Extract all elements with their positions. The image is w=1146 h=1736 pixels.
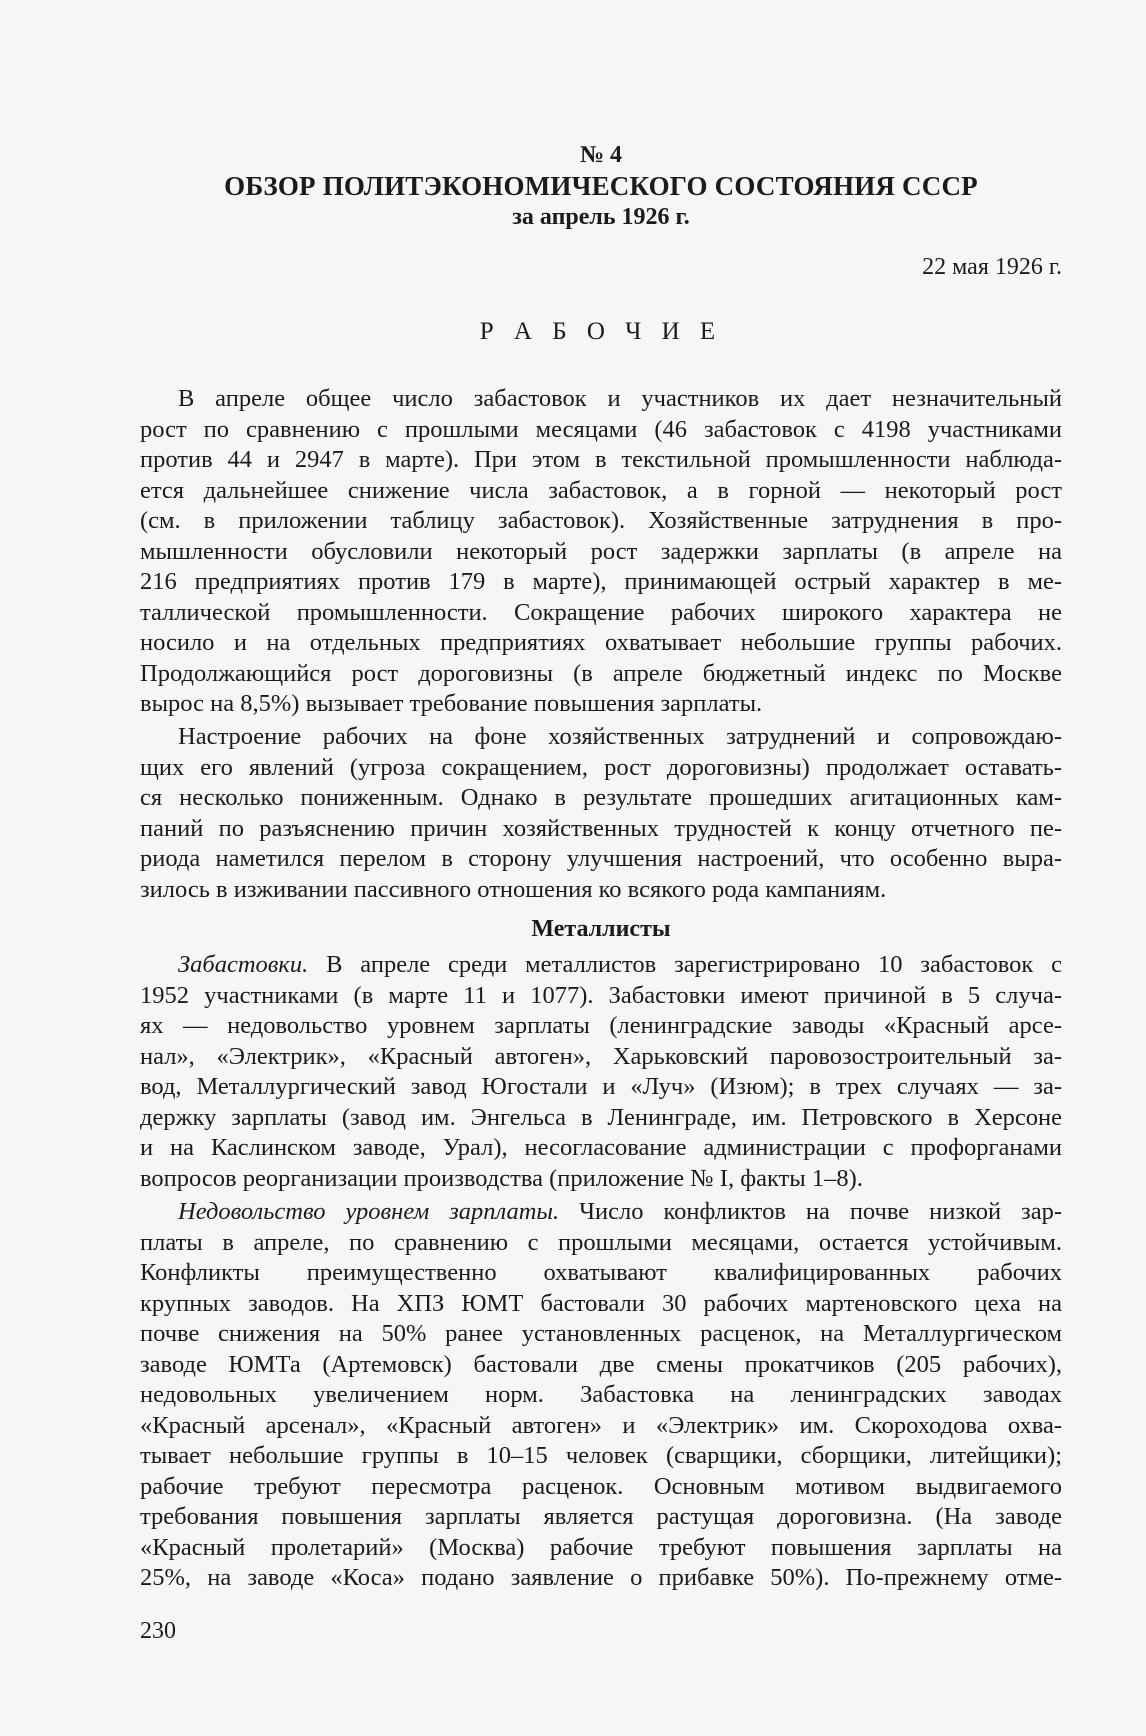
- text-line: [140, 1319, 1062, 1350]
- text-line: [140, 1072, 1062, 1103]
- line-text: В апреле среди металлистов зарегистрировано 10 забастовок с: [308, 951, 1062, 978]
- line-text: платы в апреле, по сравнению с прошлыми месяцами, остается устойчивым.: [140, 1228, 1062, 1256]
- text-line: [140, 415, 1062, 446]
- text-line: [140, 506, 1062, 537]
- text-line: [140, 1258, 1062, 1289]
- italic-lead: Забастовки.: [178, 951, 309, 978]
- document-period: за апрель 1926 г.: [512, 204, 690, 230]
- line-text: вопросов реорганизации производства (приложение № I, факты 1–8).: [140, 1164, 863, 1192]
- text-line: [140, 875, 1062, 906]
- line-text: рабочие требуют пересмотра расценок. Основным мотивом выдвигаемого: [140, 1472, 1062, 1500]
- line-text: тывает небольшие группы в 10–15 человек (сварщики, сборщики, литейщики);: [140, 1442, 1062, 1469]
- subsection-title: Металлисты: [531, 916, 671, 942]
- line-text: Число конфликтов на почве низкой зар-: [559, 1198, 1062, 1225]
- text-line: [140, 1350, 1062, 1381]
- line-text: против 44 и 2947 в марте). При этом в текстильной промышленности наблюда-: [140, 446, 1062, 473]
- line-text: вырос на 8,5%) вызывает требование повышения зарплаты.: [140, 690, 763, 717]
- text-line: [140, 598, 1062, 629]
- line-text: таллической промышленности. Сокращение рабочих широкого характера не: [140, 598, 1062, 626]
- paragraph: [140, 950, 1062, 1194]
- line-text: В апреле общее число забастовок и участников их дает незначительный: [178, 385, 1062, 412]
- text-line: [140, 1563, 1062, 1594]
- text-line: [140, 1197, 1062, 1228]
- text-line: [140, 384, 1062, 415]
- line-text: недовольных увеличением норм. Забастовка на ленинградских заводах: [140, 1381, 1062, 1408]
- text-line: [140, 1472, 1062, 1503]
- line-text: заводе ЮМТа (Артемовск) бастовали две смены прокатчиков (205 рабочих),: [140, 1350, 1062, 1378]
- text-line: [140, 844, 1062, 875]
- text-line: [140, 1411, 1062, 1442]
- text-line: [140, 1289, 1062, 1320]
- text-line: [140, 1502, 1062, 1533]
- text-line: [140, 567, 1062, 598]
- text-line: [140, 659, 1062, 690]
- text-line: [140, 1011, 1062, 1042]
- line-text: ях — недовольство уровнем зарплаты (ленинградские заводы «Красный арсе-: [140, 1012, 1062, 1039]
- line-text: требования повышения зарплаты является растущая дороговизна. (На заводе: [140, 1503, 1062, 1530]
- line-text: 25%, на заводе «Коса» подано заявление о прибавке 50%). По-прежнему отме-: [140, 1564, 1062, 1591]
- line-text: держку зарплаты (завод им. Энгельса в Ленинграде, им. Петровского в Херсоне: [140, 1103, 1062, 1131]
- line-text: зилось в изживании пассивного отношения ко всякого рода кампаниям.: [140, 875, 887, 903]
- line-text: (см. в приложении таблицу забастовок). Хозяйственные затруднения в про-: [140, 507, 1062, 534]
- text-line: [140, 981, 1062, 1012]
- line-text: нал», «Электрик», «Красный автоген», Харьковский паровозостроительный за-: [140, 1042, 1062, 1070]
- line-text: ется дальнейшее снижение числа забастовок, а в горной — некоторый рост: [140, 476, 1062, 504]
- paragraph: [140, 1197, 1062, 1594]
- line-text: щих его явлений (угроза сокращением, рост дороговизны) продолжает оставать-: [140, 753, 1062, 781]
- text-line: [140, 628, 1062, 659]
- paragraph: [140, 722, 1062, 905]
- line-text: паний по разъяснению причин хозяйственных трудностей к концу отчетного пе-: [140, 814, 1062, 842]
- italic-lead: Недовольство уровнем зарплаты.: [178, 1198, 560, 1225]
- text-line: [140, 814, 1062, 845]
- line-text: рост по сравнению с прошлыми месяцами (46 забастовок с 4198 участниками: [140, 415, 1062, 443]
- document-title: ОБЗОР ПОЛИТЭКОНОМИЧЕСКОГО СОСТОЯНИЯ СССР: [224, 171, 978, 201]
- line-text: Конфликты преимущественно охватывают квалифицированных рабочих: [140, 1259, 1062, 1286]
- line-text: ся несколько пониженным. Однако в результате прошедших агитационных кам-: [140, 784, 1062, 811]
- text-line: [140, 950, 1062, 981]
- text-line: [140, 476, 1062, 507]
- text-line: [140, 1533, 1062, 1564]
- section-title: Р А Б О Ч И Е: [479, 318, 723, 345]
- text-line: [140, 783, 1062, 814]
- text-line: [140, 1103, 1062, 1134]
- paragraph: [140, 384, 1062, 720]
- line-text: носило и на отдельных предприятиях охватывает небольшие группы рабочих.: [140, 629, 1062, 656]
- document-number: № 4: [579, 142, 623, 168]
- text-line: [140, 1042, 1062, 1073]
- line-text: 216 предприятиях против 179 в марте), принимающей острый характер в ме-: [140, 568, 1062, 595]
- text-line: [140, 1164, 1062, 1195]
- text-line: [140, 689, 1062, 720]
- line-text: 1952 участниками (в марте 11 и 1077). Забастовки имеют причиной в 5 случа-: [140, 981, 1062, 1009]
- line-text: Настроение рабочих на фоне хозяйственных затруднений и сопровождаю-: [178, 723, 1062, 750]
- line-text: крупных заводов. На ХПЗ ЮМТ бастовали 30 рабочих мартеновского цеха на: [140, 1289, 1062, 1317]
- text-line: [140, 1228, 1062, 1259]
- text-line: [140, 1441, 1062, 1472]
- line-text: риода наметился перелом в сторону улучшения настроений, что особенно выра-: [140, 845, 1062, 872]
- line-text: Продолжающийся рост дороговизны (в апреле бюджетный индекс по Москве: [140, 659, 1062, 687]
- line-text: мышленности обусловили некоторый рост задержки зарплаты (в апреле на: [140, 537, 1062, 565]
- line-text: вод, Металлургический завод Югостали и «Луч» (Изюм); в трех случаях — за-: [140, 1073, 1062, 1100]
- line-text: «Красный арсенал», «Красный автоген» и «Электрик» им. Скороходова охва-: [140, 1411, 1062, 1439]
- line-text: почве снижения на 50% ранее установленных расценок, на Металлургическом: [140, 1320, 1062, 1347]
- text-line: [140, 1133, 1062, 1164]
- text-line: [140, 722, 1062, 753]
- text-line: [140, 1380, 1062, 1411]
- document-date: 22 мая 1926 г.: [922, 254, 1062, 280]
- line-text: «Красный пролетарий» (Москва) рабочие требуют повышения зарплаты на: [140, 1533, 1062, 1561]
- text-line: [140, 753, 1062, 784]
- page-number: 230: [140, 1618, 176, 1644]
- text-line: [140, 537, 1062, 568]
- line-text: и на Каслинском заводе, Урал), несогласование администрации с профорганами: [140, 1134, 1062, 1161]
- text-line: [140, 445, 1062, 476]
